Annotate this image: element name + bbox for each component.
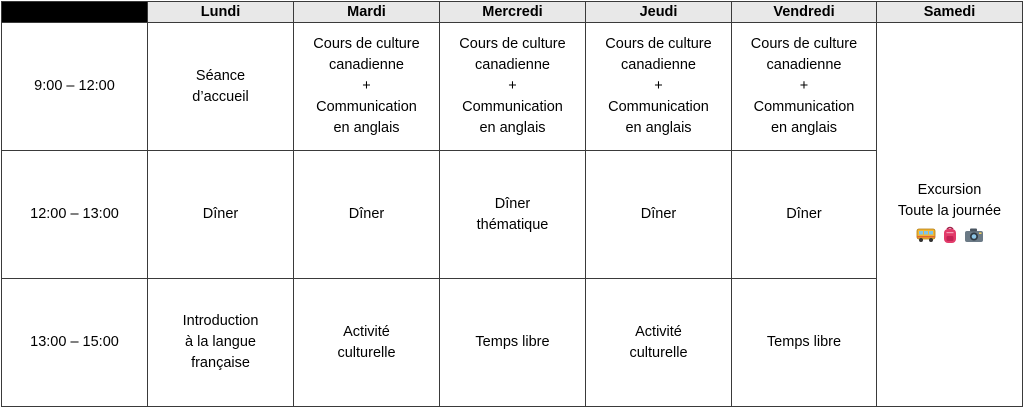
cell-line: Temps libre: [766, 334, 842, 351]
cell-line: canadienne: [475, 57, 550, 74]
corner-cell: [2, 2, 148, 23]
cell-vendredi-morning: [732, 23, 877, 151]
cell-samedi-excursion: [877, 23, 1023, 407]
cell-jeudi-afternoon: [586, 279, 732, 407]
time-row-afternoon: [2, 279, 1023, 407]
day-header-mercredi: Mercredi: [440, 2, 586, 23]
cell-line: Séance: [195, 67, 246, 84]
cell-mardi-midday: [294, 151, 440, 279]
cell-line: +: [799, 78, 809, 95]
time-row-morning: [2, 23, 1023, 151]
header-row: [2, 2, 1023, 23]
backpack-icon: [942, 226, 958, 244]
cell-line: Cours de culture: [605, 36, 712, 53]
cell-mercredi-afternoon: [440, 279, 586, 407]
cell-mercredi-midday: [440, 151, 586, 279]
cell-line: culturelle: [629, 344, 688, 361]
cell-jeudi-midday: [586, 151, 732, 279]
cell-line: canadienne: [329, 57, 404, 74]
time-label: 13:00 – 15:00: [2, 279, 148, 407]
weekly-schedule-table: [1, 1, 1023, 407]
cell-line: Dîner: [786, 206, 822, 223]
cell-lundi-midday: [148, 151, 294, 279]
day-header-lundi: Lundi: [148, 2, 294, 23]
samedi-excursion-text: [881, 180, 1018, 222]
cell-vendredi-midday: [732, 151, 877, 279]
cell-mardi-afternoon: [294, 279, 440, 407]
cell-mardi-morning: [294, 23, 440, 151]
cell-line: Dîner: [494, 195, 531, 212]
cell-line: Temps libre: [475, 334, 550, 351]
cell-line: +: [654, 78, 663, 95]
excursion-icons: [916, 226, 984, 244]
cell-line: française: [191, 355, 250, 372]
cell-vendredi-afternoon: [732, 279, 877, 407]
cell-jeudi-morning: [586, 23, 732, 151]
cell-line: Dîner: [640, 206, 677, 223]
bus-icon: [916, 227, 936, 243]
cell-line: Cours de culture: [459, 36, 566, 53]
cell-line: Communication: [316, 99, 417, 116]
time-label: 9:00 – 12:00: [2, 23, 148, 151]
cell-line: Activité: [343, 323, 390, 340]
cell-line: en anglais: [770, 120, 838, 137]
cell-line: Communication: [462, 99, 563, 116]
cell-line: Dîner: [202, 206, 239, 223]
cell-line: Toute la journée: [897, 202, 1002, 219]
cell-line: Cours de culture: [750, 36, 858, 53]
cell-line: en anglais: [625, 120, 692, 137]
cell-line: culturelle: [337, 344, 396, 361]
camera-icon: [964, 227, 984, 243]
cell-line: en anglais: [333, 120, 400, 137]
day-header-mardi: Mardi: [294, 2, 440, 23]
cell-line: d’accueil: [192, 88, 249, 105]
cell-line: à la langue: [185, 334, 256, 351]
day-header-vendredi: Vendredi: [732, 2, 877, 23]
day-header-jeudi: Jeudi: [586, 2, 732, 23]
cell-lundi-afternoon: [148, 279, 294, 407]
cell-lundi-morning: [148, 23, 294, 151]
cell-line: Activité: [635, 323, 682, 340]
cell-line: Communication: [753, 99, 855, 116]
cell-line: +: [362, 78, 371, 95]
cell-mercredi-morning: [440, 23, 586, 151]
cell-line: canadienne: [621, 57, 696, 74]
time-row-midday: [2, 151, 1023, 279]
cell-line: en anglais: [479, 120, 546, 137]
cell-line: Dîner: [348, 206, 385, 223]
day-header-samedi: Samedi: [877, 2, 1023, 23]
time-label: 12:00 – 13:00: [2, 151, 148, 279]
cell-line: Communication: [608, 99, 709, 116]
cell-line: Introduction: [182, 313, 259, 330]
cell-line: Excursion: [917, 181, 982, 198]
cell-line: +: [508, 78, 517, 95]
cell-line: Cours de culture: [313, 36, 420, 53]
cell-line: thématique: [476, 216, 549, 233]
cell-line: canadienne: [766, 57, 842, 74]
